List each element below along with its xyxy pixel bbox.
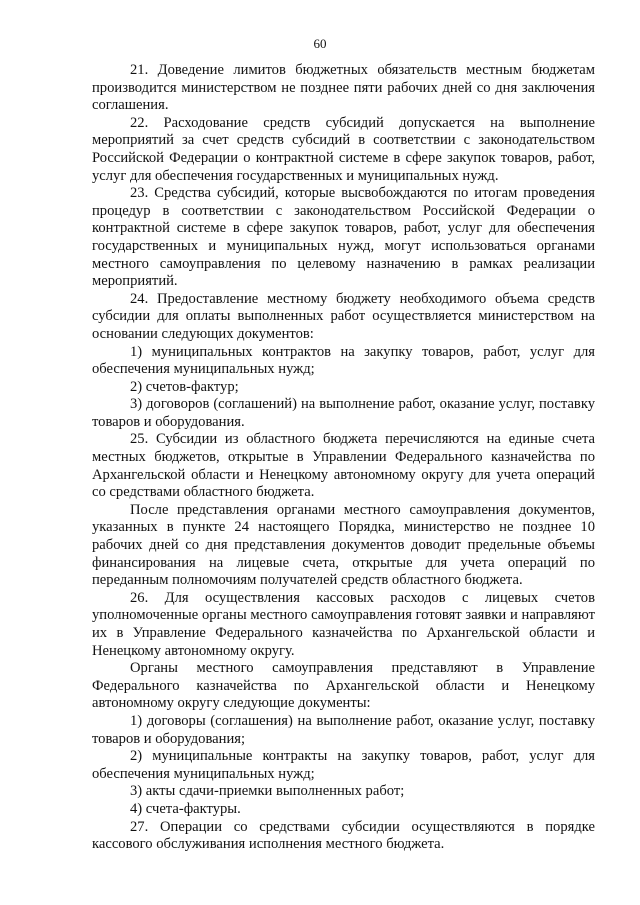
paragraph-24: 24. Предоставление местному бюджету необходимого объема средств субсидии для оплаты выполненных работ осуществляется министерством на основании следующих документов: <box>92 290 595 342</box>
paragraph-26-continuation: Органы местного самоуправления представляют в Управление Федерального казначейства по Архангельской области и Ненецкому автономному округу следующие документы: <box>92 660 595 712</box>
paragraph-23: 23. Средства субсидий, которые высвобождаются по итогам проведения процедур в соответствии с законодательством Российской Федерации о контрактной системе в сфере закупок товаров, работ, услуг для обеспечения государственных и муниципальных нужд, могут использоваться органами местного самоуправления по целевому назначению в рамках реализации мероприятий. <box>92 185 595 290</box>
paragraph-24-item-3: 3) договоров (соглашений) на выполнение работ, оказание услуг, поставку товаров и оборудования. <box>92 396 595 430</box>
paragraph-26-item-4: 4) счета-фактуры. <box>130 800 241 817</box>
paragraph-26-item-2: 2) муниципальные контракты на закупку товаров, работ, услуг для обеспечения муниципальных нужд; <box>92 748 595 782</box>
paragraph-25: 25. Субсидии из областного бюджета перечисляются на единые счета местных бюджетов, открытые в Управлении Федерального казначейства по Архангельской области и Ненецкому автономному округу для учета операций со средствами областного бюджета. <box>92 431 595 501</box>
paragraph-24-item-1: 1) муниципальных контрактов на закупку товаров, работ, услуг для обеспечения муниципальных нужд; <box>92 343 595 378</box>
page-number: 60 <box>313 36 327 51</box>
paragraph-25-continuation: После представления органами местного самоуправления документов, указанных в пункте 24 настоящего Порядка, министерство не позднее 10 рабочих дней со дня представления документов доводит предельные объемы финансирования на лицевые счета, открытые для учета операций по переданным полномочиям получателей средств областного бюджета. <box>92 501 595 589</box>
paragraph-26-item-1: 1) договоры (соглашения) на выполнение работ, оказание услуг, поставку товаров и оборудования; <box>92 712 595 747</box>
paragraph-22: 22. Расходование средств субсидий допускается на выполнение мероприятий за счет средств субсидий в соответствии с законодательством Российской Федерации о контрактной системе в сфере закупок товаров, работ, услуг для обеспечения государственных и муниципальных нужд. <box>92 114 595 184</box>
paragraph-26-item-3: 3) акты сдачи-приемки выполненных работ; <box>130 783 405 800</box>
paragraph-24-item-2: 2) счетов-фактур; <box>130 378 239 395</box>
paragraph-26: 26. Для осуществления кассовых расходов с лицевых счетов уполномоченные органы местного самоуправления готовят заявки и направляют их в Управление Федерального казначейства по Архангельской области и Ненецкому автономному округу. <box>92 589 595 659</box>
document-body <box>92 62 595 854</box>
paragraph-27: 27. Операции со средствами субсидии осуществляются в порядке кассового обслуживания исполнения местного бюджета. <box>92 818 595 853</box>
paragraph-21: 21. Доведение лимитов бюджетных обязательств местным бюджетам производится министерством не позднее пяти рабочих дней со дня заключения соглашения. <box>92 62 595 114</box>
